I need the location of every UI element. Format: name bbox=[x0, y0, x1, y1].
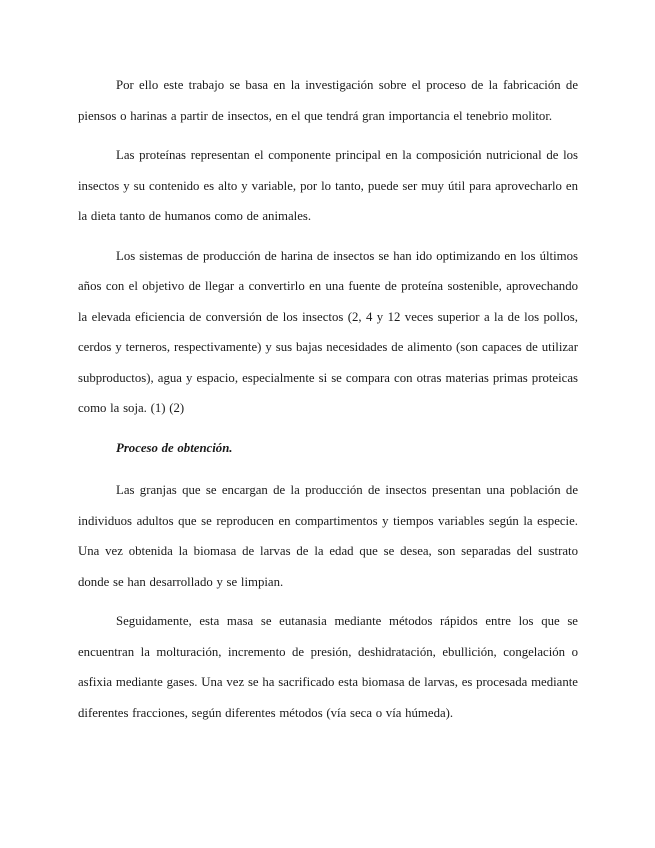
paragraph-farms: Las granjas que se encargan de la producción de insectos presentan una población de individuos adultos que se reproducen en compartimentos y tiempos variables según la especie. Una vez obtenida la biomasa de larvas de la edad que se desea, son separadas del sustrato donde se han desarrollado y se limpian. bbox=[78, 483, 578, 589]
paragraph-intro-feed: Por ello este trabajo se basa en la investigación sobre el proceso de la fabricación de piensos o harinas a partir de insectos, en el que tendrá gran importancia el tenebrio molitor. bbox=[78, 78, 578, 123]
paragraph-production-systems: Los sistemas de producción de harina de insectos se han ido optimizando en los últimos años con el objetivo de llegar a convertirlo en una fuente de proteína sostenible, aprovechando la elevada eficiencia de conversión de los insectos (2, 4 y 12 veces superior a la de los pollos, cerdos y terneros, respectivamente) y sus bajas necesidades de alimento (son capaces de utilizar subproductos), agua y espacio, especialmente si se compara con otras materias primas proteicas como la soja. (1) (2) bbox=[78, 248, 578, 415]
paragraph-proteins: Las proteínas representan el componente principal en la composición nutricional de los insectos y su contenido es alto y variable, por lo tanto, puede ser muy útil para aprovecharlo en la dieta tanto de humanos como de animales. bbox=[78, 148, 578, 223]
section-heading-proceso-de-obtencion: Proceso de obtención. bbox=[116, 440, 233, 455]
paragraph-euthanasia-processing: Seguidamente, esta masa se eutanasia mediante métodos rápidos entre los que se encuentran la molturación, incremento de presión, deshidratación, ebullición, congelación o asfixia mediante gases. Una vez se ha sacrificado esta biomasa de larvas, es procesada mediante diferentes fracciones, según diferentes métodos (vía seca o vía húmeda). bbox=[78, 614, 578, 720]
